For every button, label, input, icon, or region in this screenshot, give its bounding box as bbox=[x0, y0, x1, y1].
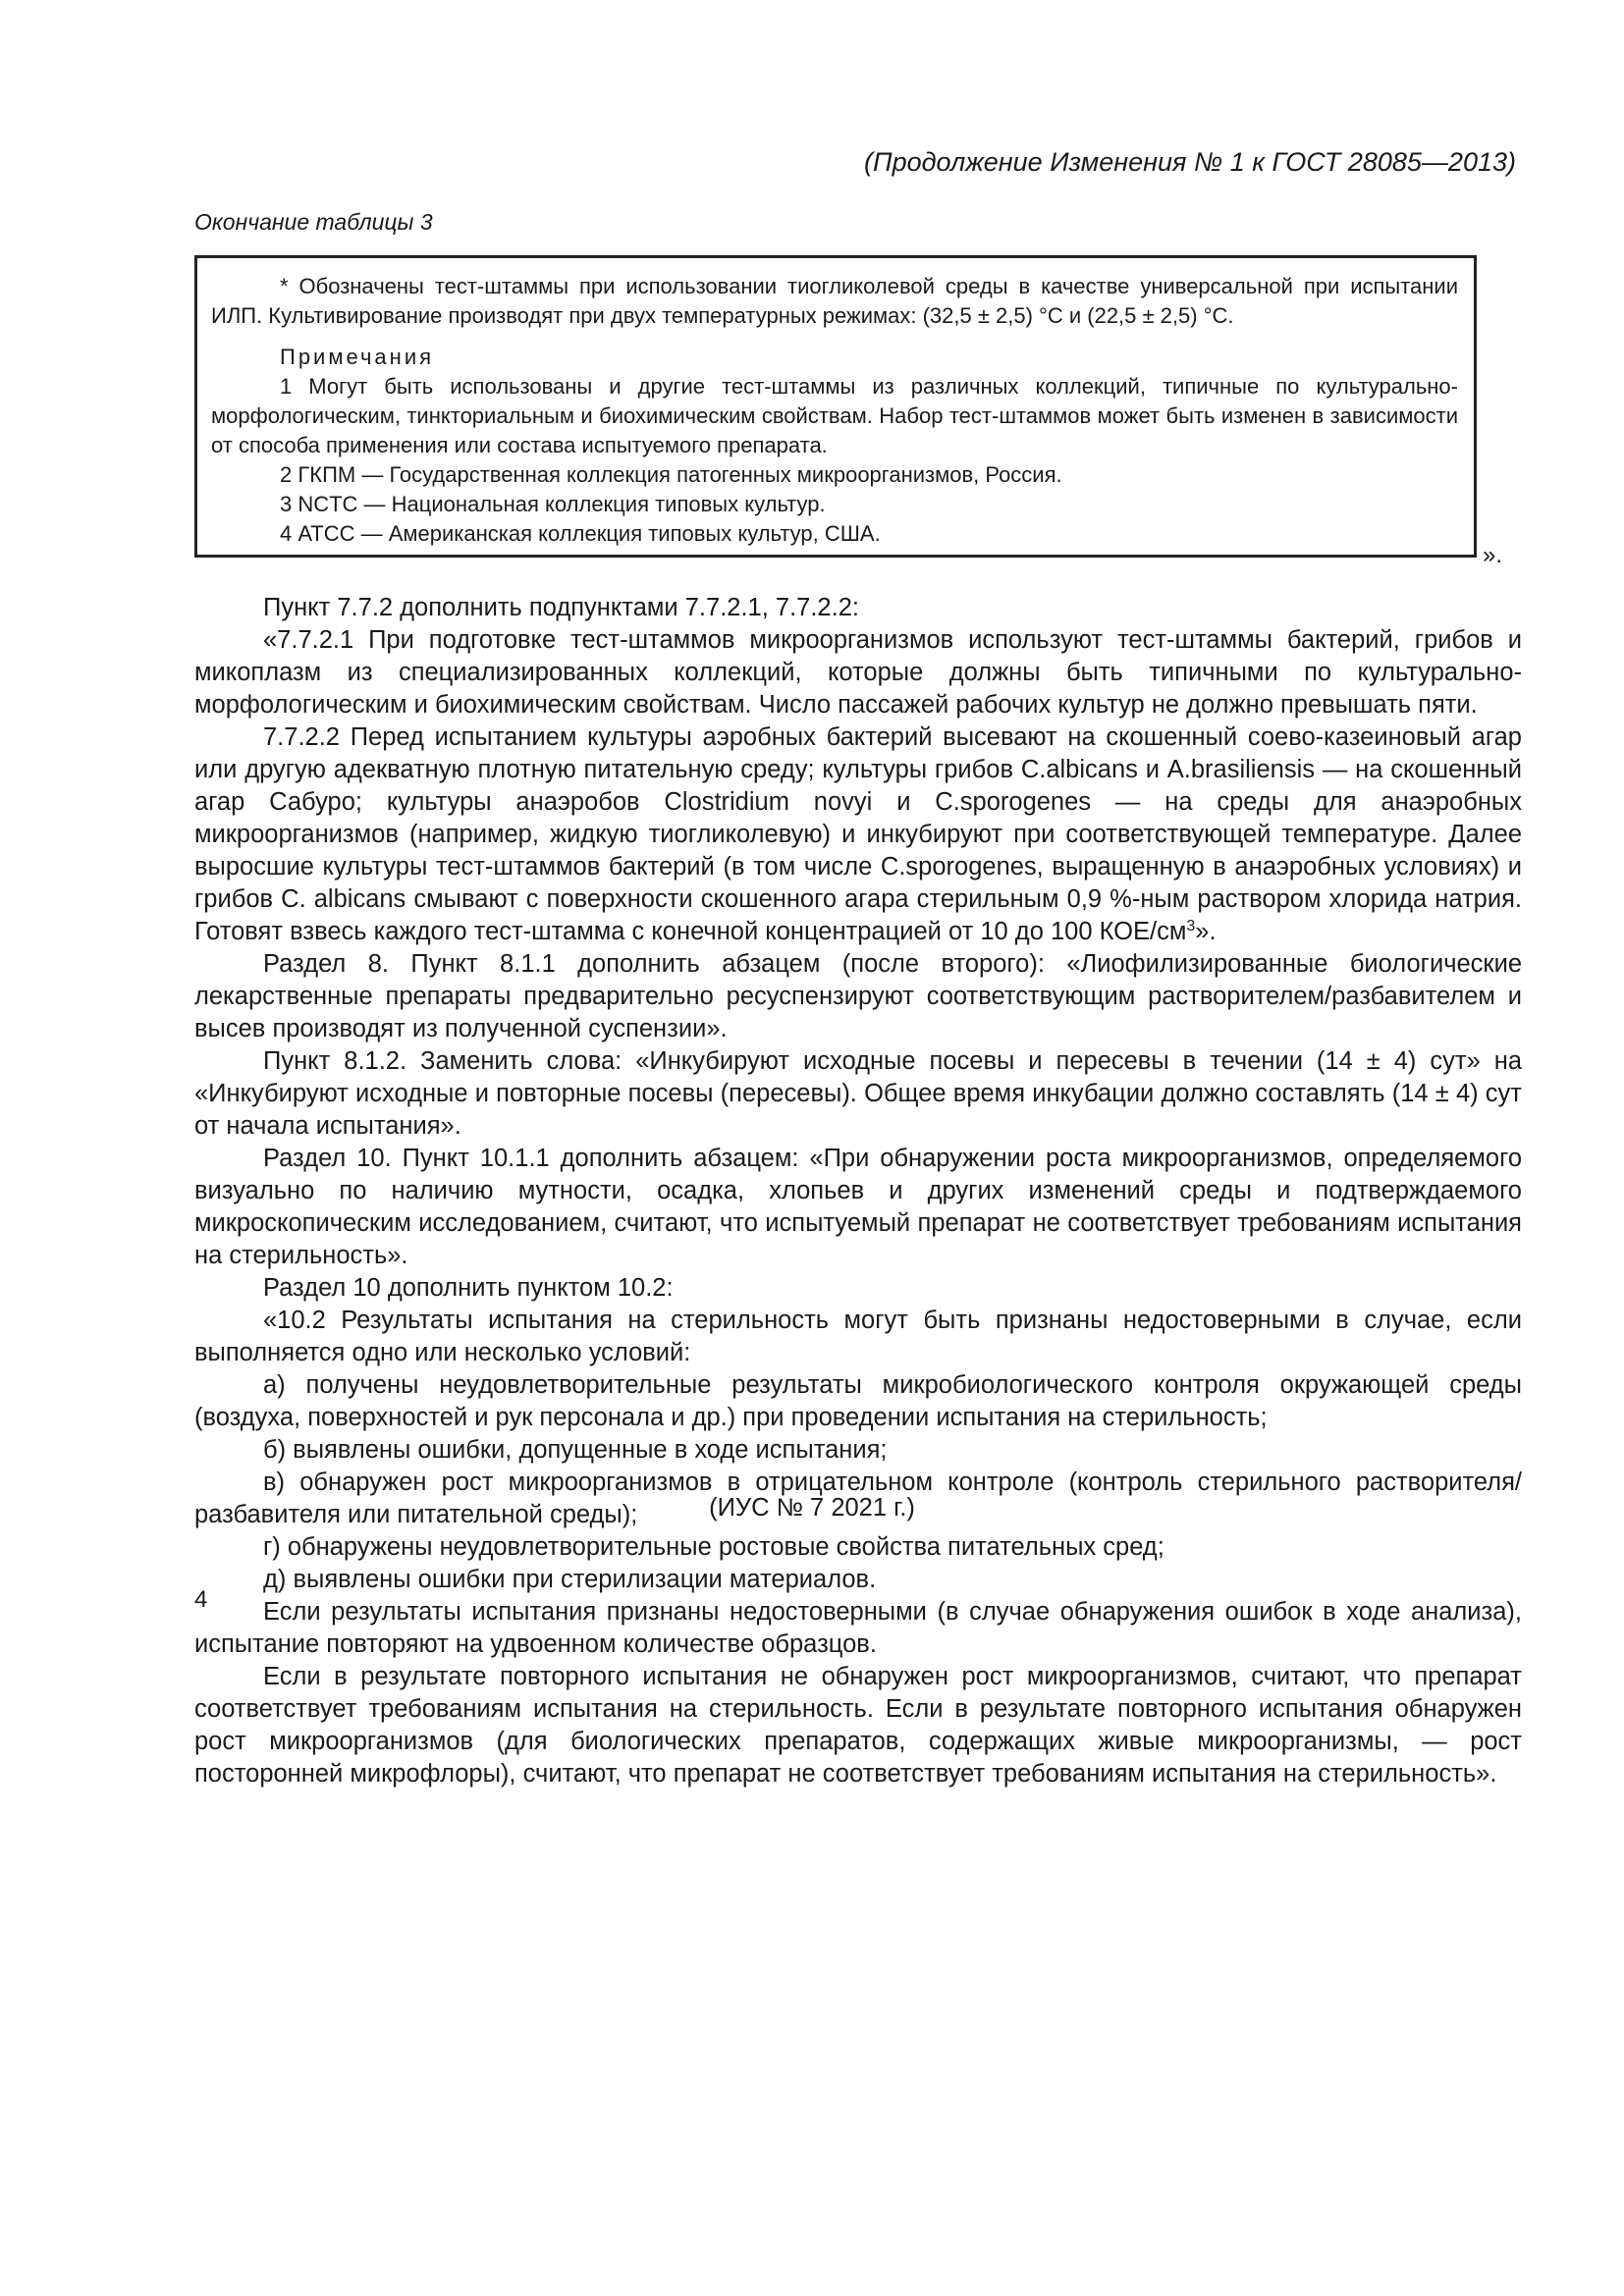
note-item: 4 АТСС — Американская коллекция типовых культур, США. bbox=[280, 521, 881, 546]
paragraph: Пункт 8.1.2. Заменить слова: «Инкубируют исходные посевы и пересевы в течении (14 ± 4) сут» на «Инкубируют исходные и повторные посевы (пересевы). Общее время инкубации должно составлять (14 ± 4) сут от начала испытания». bbox=[194, 1047, 1522, 1140]
ius-reference: (ИУС № 7 2021 г.) bbox=[709, 1494, 915, 1522]
paragraph: Пункт 7.7.2 дополнить подпунктами 7.7.2.1, 7.7.2.2: bbox=[263, 594, 859, 621]
table-footnote: * Обозначены тест-штаммы при использовании тиогликолевой среды в качестве универсальной при испытании ИЛП. Культивирование производят при двух температурных режимах: (32,5 ± 2,5) °С и (22,5 ± 2,5) °С. bbox=[211, 274, 1458, 328]
paragraph: Раздел 10 дополнить пунктом 10.2: bbox=[263, 1274, 674, 1302]
list-item: в) обнаружен рост микроорганизмов в отрицательном контроле (контроль стерильного растворителя/разбавителя или питательной среды); bbox=[194, 1468, 1522, 1528]
paragraph-tail: ». bbox=[1195, 918, 1217, 945]
list-item: а) получены неудовлетворительные результаты микробиологического контроля окружающей среды (воздуха, поверхностей и рук персонала и др.) при проведении испытания на стерильность; bbox=[194, 1371, 1522, 1431]
paragraph: Если в результате повторного испытания не обнаружен рост микроорганизмов, считают, что препарат соответствует требованиям испытания на стерильность. Если в результате повторного испытания обнаружен рост микроорганизмов (для биологических препаратов, содержащих живые микроорганизмы, — рост посторонней микрофлоры), считают, что препарат не соответствует требованиям испытания на стерильность». bbox=[194, 1663, 1522, 1788]
closing-quote: ». bbox=[1483, 542, 1503, 568]
paragraph: «7.7.2.1 При подготовке тест-штаммов микроорганизмов используют тест-штаммы бактерий, грибов и микоплазм из специализированных коллекций, которые должны быть типичными по культурально-морфологическим и биохимическим свойствам. Число пассажей рабочих культур не должно превышать пяти. bbox=[194, 626, 1522, 719]
list-item: д) выявлены ошибки при стерилизации материалов. bbox=[263, 1566, 877, 1593]
superscript: 3 bbox=[1186, 918, 1196, 934]
paragraph bbox=[194, 721, 1522, 948]
amendment-text bbox=[194, 592, 1522, 1790]
paragraph: Раздел 10. Пункт 10.1.1 дополнить абзацем: «При обнаружении роста микроорганизмов, определяемого визуально по наличию мутности, осадка, хлопьев и других изменений среды и подтверждаемого микроскопическим исследованием, считают, что испытуемый препарат не соответствует требованиям испытания на стерильность». bbox=[194, 1145, 1522, 1269]
table-notes-box bbox=[194, 255, 1477, 558]
table-caption: Окончание таблицы 3 bbox=[194, 209, 433, 235]
notes-heading: Примечания bbox=[280, 345, 435, 369]
paragraph: «10.2 Результаты испытания на стерильность могут быть признаны недостоверными в случае, если выполняется одно или несколько условий: bbox=[194, 1307, 1522, 1366]
note-item: 3 NCTC — Национальная коллекция типовых культур. bbox=[280, 492, 826, 516]
paragraph-text: 7.7.2.2 Перед испытанием культуры аэробных бактерий высевают на скошенный соево-казеиновый агар или другую адекватную плотную питательную среду; культуры грибов C.albicans и A.brasiliensis — на скошенный агар Сабуро; культуры анаэробов Clostridium novyi и C.sporogenes — на среды для анаэробных микроорганизмов (например, жидкую тиогликолевую) и инкубируют при соответствующей температуре. Далее выросшие культуры тест-штаммов бактерий (в том числе C.sporogenes, выращенную в анаэробных условиях) и грибов C. albicans смывают с поверхности скошенного агара стерильным 0,9 %-ным раствором хлорида натрия. Готовят взвесь каждого тест-штамма с конечной концентрацией от 10 до 100 КОЕ/см bbox=[194, 723, 1522, 945]
list-item: б) выявлены ошибки, допущенные в ходе испытания; bbox=[263, 1436, 888, 1464]
paragraph: Если результаты испытания признаны недостоверными (в случае обнаружения ошибок в ходе анализа), испытание повторяют на удвоенном количестве образцов. bbox=[194, 1598, 1522, 1658]
paragraph: Раздел 8. Пункт 8.1.1 дополнить абзацем (после второго): «Лиофилизированные биологические лекарственные препараты предварительно ресуспензируют соответствующим растворителем/разбавителем и высев производят из полученной суспензии». bbox=[194, 950, 1522, 1042]
continuation-header: (Продолжение Изменения № 1 к ГОСТ 28085—2013) bbox=[864, 147, 1516, 177]
list-item: г) обнаружены неудовлетворительные ростовые свойства питательных сред; bbox=[263, 1533, 1164, 1561]
page-number: 4 bbox=[194, 1586, 208, 1613]
note-item: 2 ГКПМ — Государственная коллекция патогенных микроорганизмов, Россия. bbox=[280, 462, 1062, 487]
note-item: 1 Могут быть использованы и другие тест-штаммы из различных коллекций, типичные по культурально-морфологическим, тинкториальным и биохимическим свойствам. Набор тест-штаммов может быть изменен в зависимости от способа применения или состава испытуемого препарата. bbox=[211, 374, 1458, 457]
